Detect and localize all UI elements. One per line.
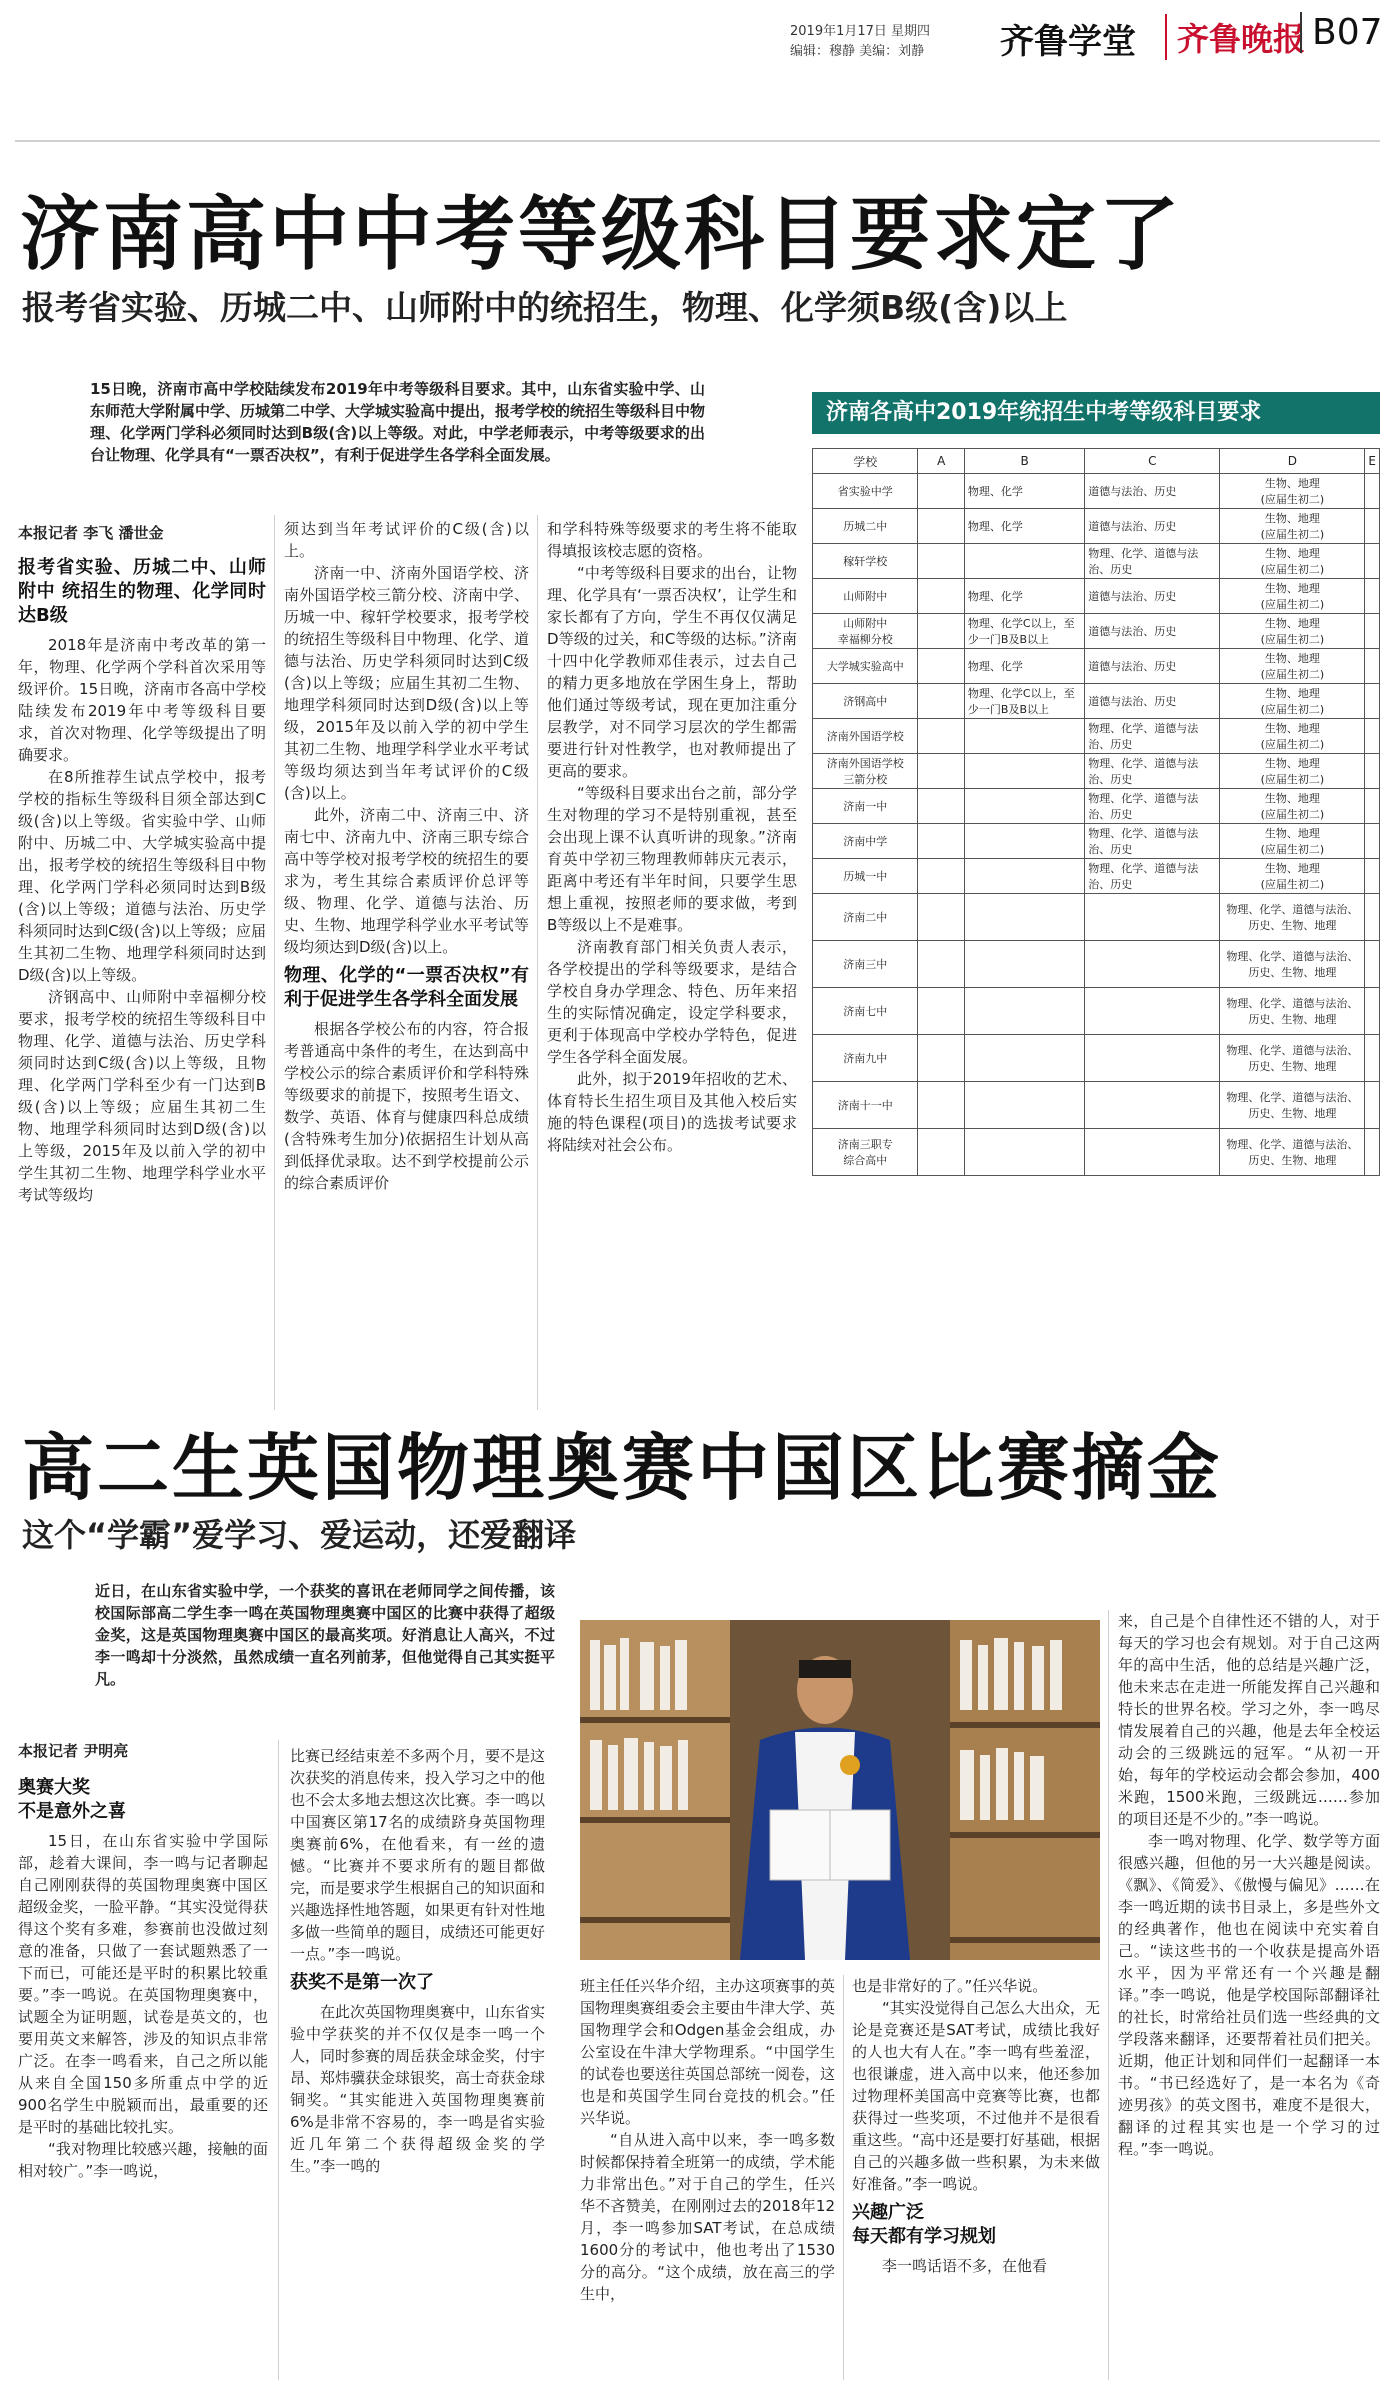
article2-column-4: [852, 1975, 1100, 2380]
paragraph: “自从进入高中以来，李一鸣多数时候都保持着全班第一的成绩，学术能力非常出色。”对于自己的学生，任兴华不吝赞美，在刚刚过去的2018年12月，李一鸣参加SAT考试，在总成绩1600分的考试中，他也考出了1530分的高分。“这个成绩，放在高三的学生中，: [580, 2131, 835, 2303]
table-cell: 生物、地理 (应届生初二): [1220, 719, 1365, 754]
table-cell: [1365, 789, 1380, 824]
article2-lead: 近日，在山东省实验中学，一个获奖的喜讯在老师同学之间传播，该校国际部高二学生李一鸣在英国物理奥赛中国区的比赛中获得了超级金奖，这是英国物理奥赛中国区的最高奖项。好消息让人高兴，不过李一鸣却十分淡然，虽然成绩一直名列前茅，但他觉得自己其实挺平凡。: [95, 1582, 555, 1688]
table-cell: [1365, 1129, 1380, 1176]
table-cell: 物理、化学: [964, 579, 1084, 614]
table-cell: 济钢高中: [813, 684, 918, 719]
column-header: C: [1085, 449, 1220, 474]
paragraph: 和学科特殊等级要求的考生将不能取得填报该校志愿的资格。: [547, 520, 797, 560]
table-cell: [918, 789, 964, 824]
table-row: [813, 1129, 1380, 1176]
table-cell: [1365, 649, 1380, 684]
table-cell: [1365, 941, 1380, 988]
table-row: [813, 988, 1380, 1035]
table-row: [813, 894, 1380, 941]
table-cell: 道德与法治、历史: [1085, 649, 1220, 684]
table-cell: [1365, 1082, 1380, 1129]
table-cell: 生物、地理 (应届生初二): [1220, 579, 1365, 614]
table-cell: [1365, 474, 1380, 509]
table-cell: 济南一中: [813, 789, 918, 824]
article2-subhead-1: 奥赛大奖 不是意外之喜: [18, 1777, 126, 1822]
requirements-table-title: 济南各高中2019年统招生中考等级科目要求: [812, 392, 1380, 434]
table-row: [813, 509, 1380, 544]
table-cell: 济南中学: [813, 824, 918, 859]
table-cell: 济南外国语学校 三箭分校: [813, 754, 918, 789]
table-cell: [918, 719, 964, 754]
paragraph: 2018年是济南中考改革的第一年，物理、化学两个学科首次采用等级评价。15日晚，济南市各高中学校陆续发布2019年中考等级科目要求，首次对物理、化学等级提出了明确要求。: [18, 636, 266, 764]
table-row: [813, 789, 1380, 824]
table-cell: [964, 1129, 1084, 1176]
table-cell: 生物、地理 (应届生初二): [1220, 824, 1365, 859]
table-cell: 物理、化学: [964, 509, 1084, 544]
table-cell: [918, 1129, 964, 1176]
article1-byline: 本报记者 李飞 潘世金: [18, 524, 164, 542]
table-cell: [918, 474, 964, 509]
section-title: 齐鲁学堂: [1000, 22, 1136, 62]
table-cell: 物理、化学C以上，至少一门B及B以上: [964, 614, 1084, 649]
column-divider: [537, 515, 538, 1410]
table-row: [813, 941, 1380, 988]
table-cell: [964, 754, 1084, 789]
column-divider: [274, 515, 275, 1410]
table-cell: [1365, 1035, 1380, 1082]
table-cell: 省实验中学: [813, 474, 918, 509]
header-date-block: [790, 22, 930, 62]
table-cell: 历城一中: [813, 859, 918, 894]
table-cell: [918, 894, 964, 941]
table-cell: 物理、化学: [964, 474, 1084, 509]
table-cell: 道德与法治、历史: [1085, 509, 1220, 544]
table-header-row: [813, 449, 1380, 474]
column-header: A: [918, 449, 964, 474]
table-cell: [1085, 1035, 1220, 1082]
article1-subhead-2: 物理、化学的“一票否决权”有利于促进学生各学科全面发展: [284, 965, 529, 1010]
table-cell: [1085, 1082, 1220, 1129]
paragraph: “中考等级科目要求的出台，让物理、化学具有‘一票否决权’，让学生和家长都有了方向，学生不再仅仅满足D等级的过关，和C等级的达标。”济南十四中化学教师邓佳表示，过去自己的精力更多地放在学困生身上，帮助他们通过等级考试，现在更加注重分层教学，对不同学习层次的学生都需要进行针对性教学，也对教师提出了更高的要求。: [547, 564, 797, 780]
table-cell: [964, 1082, 1084, 1129]
article2-column-3: [580, 1975, 835, 2380]
paragraph: 济南教育部门相关负责人表示，各学校提出的学科等级要求，是结合学校自身办学理念、特色、历年来招生的实际情况确定，设定学科要求，更利于体现高中学校办学特色，促进学生各学科全面发展。: [547, 938, 797, 1066]
table-cell: 物理、化学、道德与法治、历史、生物、地理: [1220, 1129, 1365, 1176]
table-cell: [1365, 988, 1380, 1035]
column-header: D: [1220, 449, 1365, 474]
paragraph: 比赛已经结束差不多两个月，要不是这次获奖的消息传来，投入学习之中的他也不会太多地去想这次比赛。李一鸣以中国赛区第17名的成绩跻身英国物理奥赛前6%，在他看来，有一丝的遗憾。“比赛并不要求所有的题目都做完，而是要求学生根据自己的知识面和兴趣选择性地答题，如果更有针对性地多做一些简单的题目，成绩还可能更好一点。”李一鸣说。: [290, 1747, 545, 1963]
paragraph: “我对物理比较感兴趣，接触的面相对较广。”李一鸣说，: [18, 2140, 268, 2180]
table-cell: 物理、化学、道德与法治、历史、生物、地理: [1220, 1035, 1365, 1082]
table-cell: 生物、地理 (应届生初二): [1220, 544, 1365, 579]
article2-subtitle: 这个“学霸”爱学习、爱运动，还爱翻译: [22, 1516, 577, 1554]
table-cell: [918, 544, 964, 579]
table-cell: 物理、化学: [964, 649, 1084, 684]
paragraph: 济南一中、济南外国语学校、济南外国语学校三箭分校、济南中学、历城一中、稼轩学校要求，报考学校的统招生等级科目中物理、化学、道德与法治、历史学科须同时达到C级(含)以上等级；应届生其初二生物、地理学科须同时达到D级(含)以上等级，2015年及以前入学的初中学生其初二生物、地理学科学业水平考试等级均须达到当年考试评价的C级(含)以上。: [284, 564, 529, 802]
table-cell: [1365, 894, 1380, 941]
table-row: [813, 719, 1380, 754]
table-cell: 济南三中: [813, 941, 918, 988]
table-cell: 大学城实验高中: [813, 649, 918, 684]
paragraph: 也是非常好的了。”任兴华说。: [852, 1977, 1048, 1995]
table-cell: [964, 789, 1084, 824]
table-cell: [1085, 1129, 1220, 1176]
table-cell: 山师附中 幸福柳分校: [813, 614, 918, 649]
paragraph: 在此次英国物理奥赛中，山东省实验中学获奖的并不仅仅是李一鸣一个人，同时参赛的周岳获金球金奖，付宇昂、郑炜骥获金球银奖，高士奇获金球铜奖。“其实能进入英国物理奥赛前6%是非常不容易的，李一鸣是省实验近几年第二个获得超级金奖的学生。”李一鸣的: [290, 2003, 545, 2175]
student-photo: [580, 1620, 1100, 1960]
table-cell: [1085, 988, 1220, 1035]
table-cell: 生物、地理 (应届生初二): [1220, 859, 1365, 894]
article2-byline: 本报记者 尹明亮: [18, 1742, 129, 1760]
table-cell: [964, 859, 1084, 894]
article2-subhead-3: 兴趣广泛 每天都有学习规划: [852, 2202, 996, 2247]
column-divider: [843, 1975, 844, 2380]
table-cell: 济南三职专 综合高中: [813, 1129, 918, 1176]
table-cell: 济南九中: [813, 1035, 918, 1082]
table-cell: [918, 509, 964, 544]
table-cell: [964, 1035, 1084, 1082]
table-cell: [918, 1082, 964, 1129]
table-row: [813, 614, 1380, 649]
table-cell: [964, 824, 1084, 859]
table-row: [813, 684, 1380, 719]
article1-column-2: [284, 518, 529, 1410]
paragraph: 须达到当年考试评价的C级(含)以上。: [284, 520, 529, 560]
article1-lead: 15日晚，济南市高中学校陆续发布2019年中考等级科目要求。其中，山东省实验中学、山东师范大学附属中学、历城第二中学、大学城实验高中提出，报考学校的统招生等级科目中物理、化学两门学科必须同时达到B级(含)以上等级。对此，中学老师表示，中考等级要求的出台让物理、化学具有“一票否决权”，有利于促进学生各学科全面发展。: [90, 380, 706, 464]
table-cell: [1365, 859, 1380, 894]
table-cell: 物理、化学、道德与法治、历史: [1085, 754, 1220, 789]
table-cell: 生物、地理 (应届生初二): [1220, 684, 1365, 719]
requirements-table: [812, 448, 1380, 1176]
table-cell: [1085, 941, 1220, 988]
table-cell: 生物、地理 (应届生初二): [1220, 754, 1365, 789]
table-row: [813, 1035, 1380, 1082]
table-cell: 道德与法治、历史: [1085, 579, 1220, 614]
paragraph: 此外，拟于2019年招收的艺术、体育特长生招生项目及其他入校后实施的特色课程(项目)的选拔考试要求将陆续对社会公布。: [547, 1070, 797, 1154]
article1-subtitle: 报考省实验、历城二中、山师附中的统招生，物理、化学须B级(含)以上: [22, 288, 1068, 327]
photo-illustration: [580, 1620, 1100, 1960]
table-cell: [964, 719, 1084, 754]
column-header: B: [964, 449, 1084, 474]
table-cell: 物理、化学、道德与法治、历史: [1085, 824, 1220, 859]
paragraph: “其实没觉得自己怎么大出众，无论是竞赛还是SAT考试，成绩比我好的人也大有人在。”李一鸣有些羞涩，也很谦虚，进入高中以来，他还参加过物理杯美国高中竞赛等比赛，也都获得过一些奖项，不过他并不是很看重这些。“高中还是要打好基础，根据自己的兴趣多做一些积累，为未来做好准备。”李一鸣说。: [852, 1999, 1100, 2193]
article1-column-1: [18, 550, 266, 1410]
table-row: [813, 1082, 1380, 1129]
table-row: [813, 649, 1380, 684]
article2-column-1: [18, 1770, 268, 2380]
column-divider: [1108, 1610, 1109, 2380]
article2-subhead-2: 获奖不是第一次了: [290, 1972, 434, 1993]
table-cell: [918, 824, 964, 859]
column-header: E: [1365, 449, 1380, 474]
table-cell: [1365, 579, 1380, 614]
paragraph: 班主任任兴华介绍，主办这项赛事的英国物理奥赛组委会主要由牛津大学、英国物理学会和Odgen基金会组成，办公室设在牛津大学物理系。“中国学生的试卷也要送往英国总部统一阅卷，这也是和英国学生同台竞技的机会。”任兴华说。: [580, 1977, 835, 2127]
table-cell: [1365, 754, 1380, 789]
table-cell: 济南二中: [813, 894, 918, 941]
header-date: 2019年1月17日 星期四: [790, 24, 931, 39]
table-cell: 物理、化学、道德与法治、历史、生物、地理: [1220, 1082, 1365, 1129]
table-cell: 道德与法治、历史: [1085, 474, 1220, 509]
paragraph: 李一鸣对物理、化学、数学等方面很感兴趣，但他的另一大兴趣是阅读。《飘》、《简爱》、《傲慢与偏见》……在李一鸣近期的读书目录上，多是些外文的经典著作，他也在阅读中充实着自己。“读这些书的一个收获是提高外语水平，因为平常还有一个兴趣是翻译。”李一鸣说，他是学校国际部翻译社的社长，时常给社员们选一些经典的文学段落来翻译，还要帮着社员们把关。近期，他正计划和同伴们一起翻译一本书。“书已经选好了，是一本名为《奇迹男孩》的英文图书，难度不是很大，翻译的过程其实也是一个学习的过程。”李一鸣说。: [1118, 1832, 1380, 2158]
table-cell: 物理、化学、道德与法治、历史、生物、地理: [1220, 941, 1365, 988]
article2-title: 高二生英国物理奥赛中国区比赛摘金: [22, 1426, 1223, 1510]
table-cell: 历城二中: [813, 509, 918, 544]
table-cell: [964, 988, 1084, 1035]
column-divider: [278, 1740, 279, 2380]
table-cell: [1365, 614, 1380, 649]
table-cell: [918, 684, 964, 719]
header-editors: 编辑：穆静 美编：刘静: [790, 44, 925, 59]
page-number: B07: [1300, 12, 1383, 53]
table-cell: 物理、化学、道德与法治、历史: [1085, 719, 1220, 754]
table-cell: [918, 988, 964, 1035]
paragraph: 在8所推荐生试点学校中，报考学校的指标生等级科目须全部达到C级(含)以上等级。省实验中学、山师附中、历城二中、大学城实验高中提出，报考学校的统招生等级科目中物理、化学两门学科必须同时达到B级(含)以上等级；道德与法治、历史学科须同时达到C级(含)以上等级；应届生其初二生物、地理学科须同时达到D级(含)以上等级。: [18, 768, 266, 984]
article1-title: 济南高中中考等级科目要求定了: [20, 188, 1182, 281]
header-divider: [15, 140, 1380, 142]
paragraph: 此外，济南二中、济南三中、济南七中、济南九中、济南三职专综合高中等学校对报考学校的统招生的要求为，考生其综合素质评价总评等级、物理、化学、道德与法治、历史、生物、地理学科学业水平考试等级均须达到D级(含)以上。: [284, 806, 529, 956]
table-cell: 物理、化学C以上，至少一门B及B以上: [964, 684, 1084, 719]
table-cell: 稼轩学校: [813, 544, 918, 579]
table-row: [813, 579, 1380, 614]
table-cell: 道德与法治、历史: [1085, 684, 1220, 719]
table-cell: [918, 579, 964, 614]
paragraph: 来，自己是个自律性还不错的人，对于每天的学习也会有规划。对于自己这两年的高中生活，他的总结是兴趣广泛，他未来志在走进一所能发挥自己兴趣和特长的世界名校。学习之外，李一鸣尽情发展着自己的兴趣，他是去年全校运动会的三级跳远的冠军。“从初一开始，每年的学校运动会都会参加，400米跑，1500米跑，三级跳远……参加的项目还是不少的。”李一鸣说。: [1118, 1612, 1380, 1828]
table-cell: [1085, 894, 1220, 941]
table-cell: 生物、地理 (应届生初二): [1220, 614, 1365, 649]
table-cell: 物理、化学、道德与法治、历史、生物、地理: [1220, 988, 1365, 1035]
table-cell: [964, 544, 1084, 579]
article2-column-2: [290, 1745, 545, 2380]
article1-subhead-1: 报考省实验、历城二中、山师附中 统招生的物理、化学同时达B级: [18, 557, 266, 626]
table-cell: 济南七中: [813, 988, 918, 1035]
table-cell: [1365, 719, 1380, 754]
paragraph: “等级科目要求出台之前，部分学生对物理的学习不是特别重视，甚至会出现上课不认真听讲的现象。”济南育英中学初三物理教师韩庆元表示，距离中考还有半年时间，只要学生思想上重视，按照老师的要求做，考到B等级以上不是难事。: [547, 784, 797, 934]
table-cell: 物理、化学、道德与法治、历史: [1085, 859, 1220, 894]
table-row: [813, 474, 1380, 509]
table-cell: 山师附中: [813, 579, 918, 614]
table-cell: 生物、地理 (应届生初二): [1220, 509, 1365, 544]
table-cell: 道德与法治、历史: [1085, 614, 1220, 649]
table-cell: 物理、化学、道德与法治、历史: [1085, 789, 1220, 824]
table-cell: [918, 859, 964, 894]
table-cell: 济南十一中: [813, 1082, 918, 1129]
table-cell: [1365, 824, 1380, 859]
table-cell: [918, 754, 964, 789]
article1-column-3: [547, 518, 797, 1410]
table-cell: [918, 1035, 964, 1082]
table-cell: [918, 614, 964, 649]
table-cell: [964, 941, 1084, 988]
table-row: [813, 754, 1380, 789]
table-row: [813, 544, 1380, 579]
table-cell: 生物、地理 (应届生初二): [1220, 649, 1365, 684]
table-row: [813, 824, 1380, 859]
table-cell: 生物、地理 (应届生初二): [1220, 474, 1365, 509]
table-row: [813, 859, 1380, 894]
column-header: 学校: [813, 449, 918, 474]
table-cell: 物理、化学、道德与法治、历史: [1085, 544, 1220, 579]
table-cell: 济南外国语学校: [813, 719, 918, 754]
table-cell: [918, 941, 964, 988]
table-cell: [918, 649, 964, 684]
table-cell: [1365, 684, 1380, 719]
paper-logo: 齐鲁晚报: [1165, 14, 1305, 60]
paragraph: 济钢高中、山师附中幸福柳分校要求，报考学校的统招生等级科目中物理、化学、道德与法治、历史学科须同时达到C级(含)以上等级，且物理、化学两门学科至少有一门达到B级(含)以上等级；应届生其初二生物、地理学科须同时达到D级(含)以上等级，2015年及以前入学的初中学生其初二生物、地理学科学业水平考试等级均: [18, 988, 266, 1204]
paragraph: 李一鸣话语不多，在他看: [882, 2257, 1048, 2275]
paragraph: 15日，在山东省实验中学国际部，趁着大课间，李一鸣与记者聊起自己刚刚获得的英国物理奥赛中国区超级金奖，一脸平静。“其实没觉得获得这个奖有多难，参赛前也没做过刻意的准备，只做了一套试题熟悉了一下而已，可能还是平时的积累比较重要。”李一鸣说。在英国物理奥赛中，试题全为证明题，试卷是英文的，也要用英文来解答，涉及的知识点非常广泛。在李一鸣看来，自己之所以能从来自全国150多所重点中学的近900名学生中脱颖而出，最重要的还是平时的基础比较扎实。: [18, 1832, 268, 2136]
table-cell: [1365, 509, 1380, 544]
table-cell: 物理、化学、道德与法治、历史、生物、地理: [1220, 894, 1365, 941]
paragraph: 根据各学校公布的内容，符合报考普通高中条件的考生，在达到高中学校公示的综合素质评价和学科特殊等级要求的前提下，按照考生语文、数学、英语、体育与健康四科总成绩(含特殊考生加分)依据招生计划从高到低择优录取。达不到学校提前公示的综合素质评价: [284, 1020, 529, 1192]
table-cell: [964, 894, 1084, 941]
table-cell: [1365, 544, 1380, 579]
article2-column-5: [1118, 1610, 1380, 2380]
table-cell: 生物、地理 (应届生初二): [1220, 789, 1365, 824]
